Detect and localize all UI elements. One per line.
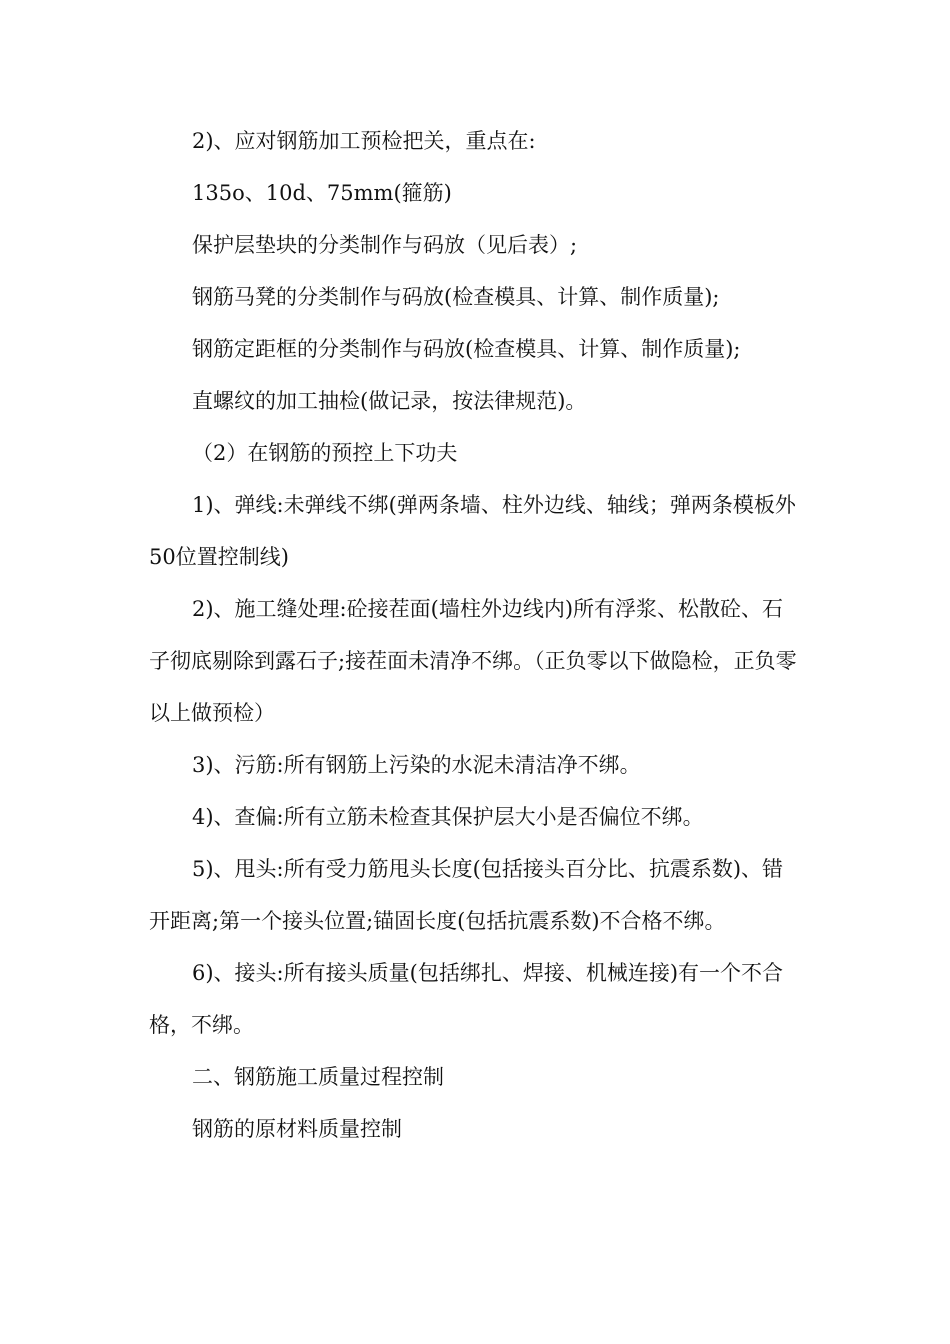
paragraph: 135o、10d、75mm(箍筋) xyxy=(192,181,452,205)
paragraph: 钢筋的原材料质量控制 xyxy=(192,1117,402,1141)
section-heading: 二、钢筋施工质量过程控制 xyxy=(192,1065,444,1089)
paragraph: 6)、接头:所有接头质量(包括绑扎、焊接、机械连接)有一个不合格，不绑。 xyxy=(149,961,784,1037)
paragraph: 2)、施工缝处理:砼接茬面(墙柱外边线内)所有浮浆、松散砼、石子彻底剔除到露石子;接茬面未清净不绑。（正负零以下做隐检，正负零以上做预检） xyxy=(149,597,797,725)
paragraph: 1)、弹线:未弹线不绑(弹两条墙、柱外边线、轴线；弹两条模板外50位置控制线) xyxy=(149,493,796,569)
section-heading: （2）在钢筋的预控上下功夫 xyxy=(192,441,458,465)
paragraph: 2)、应对钢筋加工预检把关，重点在: xyxy=(192,129,536,153)
paragraph: 3)、污筋:所有钢筋上污染的水泥未清洁净不绑。 xyxy=(192,753,641,777)
paragraph: 钢筋马凳的分类制作与码放(检查模具、计算、制作质量); xyxy=(192,285,720,309)
paragraph: 直螺纹的加工抽检(做记录，按法律规范)。 xyxy=(192,389,587,413)
document-body xyxy=(149,115,799,1155)
paragraph: 保护层垫块的分类制作与码放（见后表）; xyxy=(192,233,578,257)
paragraph: 钢筋定距框的分类制作与码放(检查模具、计算、制作质量); xyxy=(192,337,741,361)
paragraph: 4)、查偏:所有立筋未检查其保护层大小是否偏位不绑。 xyxy=(192,805,704,829)
paragraph: 5)、甩头:所有受力筋甩头长度(包括接头百分比、抗震系数)、错开距离;第一个接头位置;锚固长度(包括抗震系数)不合格不绑。 xyxy=(149,857,784,933)
